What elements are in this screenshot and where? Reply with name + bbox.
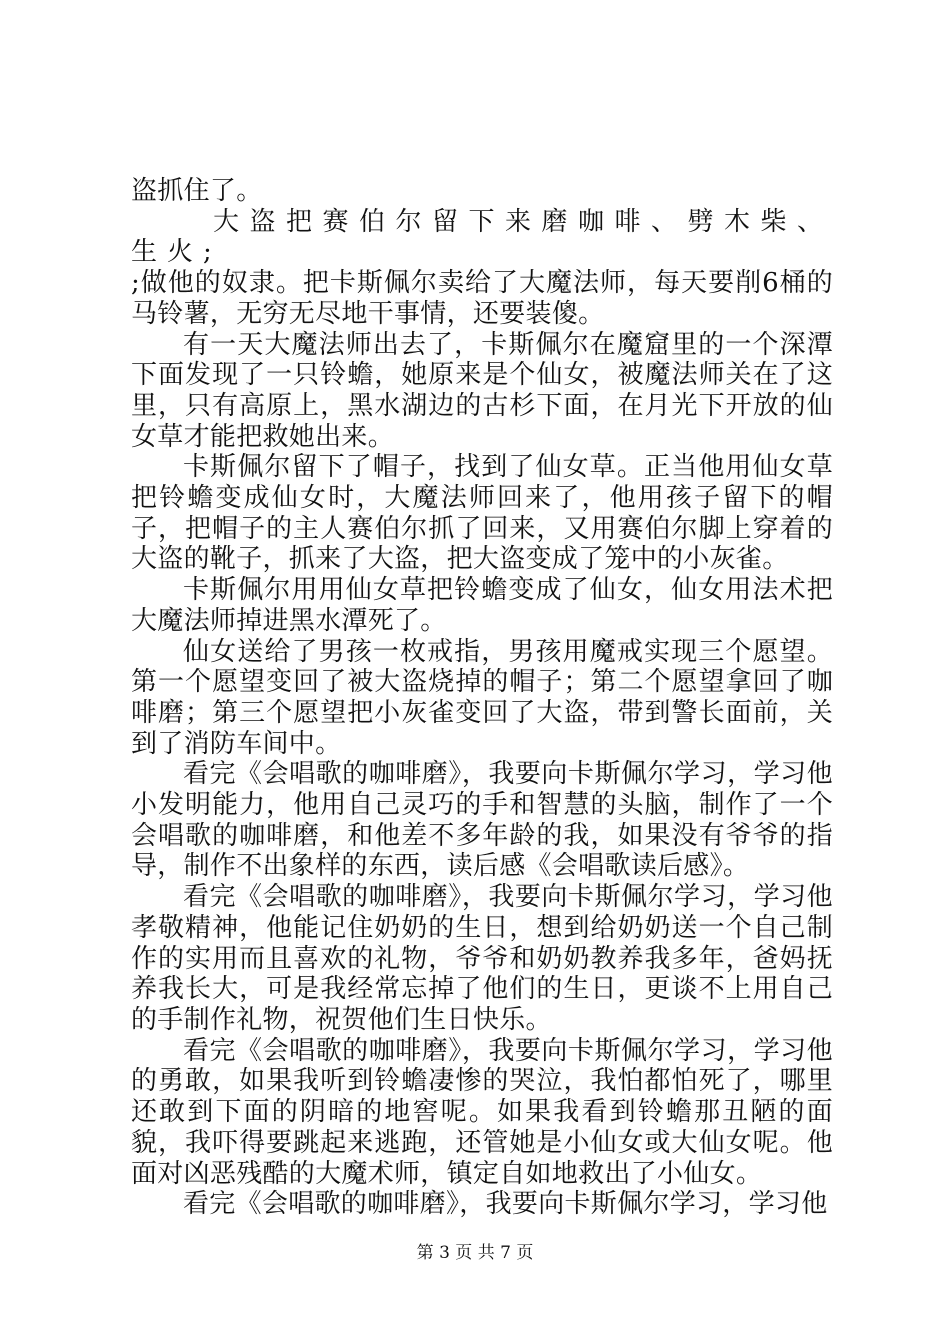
paragraph-bravery: 看完《会唱歌的咖啡磨》，我要向卡斯佩尔学习，学习他的勇敢，如果我听到铃蟾凄惨的哭泣，我怕都怕死了，哪里还敢到下面的阴暗的地窖呢。如果我看到铃蟾那丑陋的面貌，我吓得要跳起来逃跑，还管她是小仙女或大仙女呢。他面对凶恶残酷的大魔术师，镇定自如地救出了小仙女。 [131, 1035, 833, 1189]
paragraph-slave-text: ;做他的奴隶。把卡斯佩尔卖给了大魔法师，每天要削6桶的马铃薯，无穷无尽地干事情，还要装傻。 [131, 268, 833, 329]
paragraph-toad-discovery: 有一天大魔法师出去了，卡斯佩尔在魔窟里的一个深潭下面发现了一只铃蟾，她原来是个仙女，被魔法师关在了这里，只有高原上，黑水湖边的古杉下面，在月光下开放的仙女草才能把救她出来。 [131, 329, 833, 452]
paragraph-final: 看完《会唱歌的咖啡磨》，我要向卡斯佩尔学习，学习他 [183, 1189, 828, 1220]
paragraph-invention: 看完《会唱歌的咖啡磨》，我要向卡斯佩尔学习，学习他小发明能力，他用自己灵巧的手和智慧的头脑，制作了一个会唱歌的咖啡磨，和他差不多年龄的我，如果没有爷爷的指导，制作不出象样的东西，读后感《会唱歌读后感》。 [131, 759, 833, 882]
page-footer: 第 3 页 共 7 页 [416, 1243, 534, 1263]
paragraph-continuation: 盗抓住了。 [131, 176, 263, 206]
paragraph-three-wishes: 仙女送给了男孩一枚戒指，男孩用魔戒实现三个愿望。第一个愿望变回了被大盗烧掉的帽子；第二个愿望拿回了咖啡磨；第三个愿望把小灰雀变回了大盗，带到警长面前，关到了消防车间中。 [131, 636, 833, 759]
document-body [131, 176, 833, 1220]
paragraph-magician-dies: 卡斯佩尔用用仙女草把铃蟾变成了仙女，仙女用法术把大魔法师掉进黑水潭死了。 [131, 575, 833, 636]
paragraph-bandit-chores: 大盗把赛伯尔留下来磨咖啡、劈木柴、生火; [131, 206, 833, 268]
paragraph-filial: 看完《会唱歌的咖啡磨》，我要向卡斯佩尔学习，学习他孝敬精神，他能记住奶奶的生日，想到给奶奶送一个自己制作的实用而且喜欢的礼物，爷爷和奶奶教养我多年，爸妈抚养我长大，可是我经常忘掉了他们的生日，更谈不上用自己的手制作礼物，祝贺他们生日快乐。 [131, 882, 833, 1035]
paragraph-fairy-grass: 卡斯佩尔留下了帽子，找到了仙女草。正当他用仙女草把铃蟾变成仙女时，大魔法师回来了，他用孩子留下的帽子，把帽子的主人赛伯尔抓了回来，又用赛伯尔脚上穿着的大盗的靴子，抓来了大盗，把大盗变成了笼中的小灰雀。 [131, 452, 833, 575]
paragraph-slave [131, 268, 833, 329]
